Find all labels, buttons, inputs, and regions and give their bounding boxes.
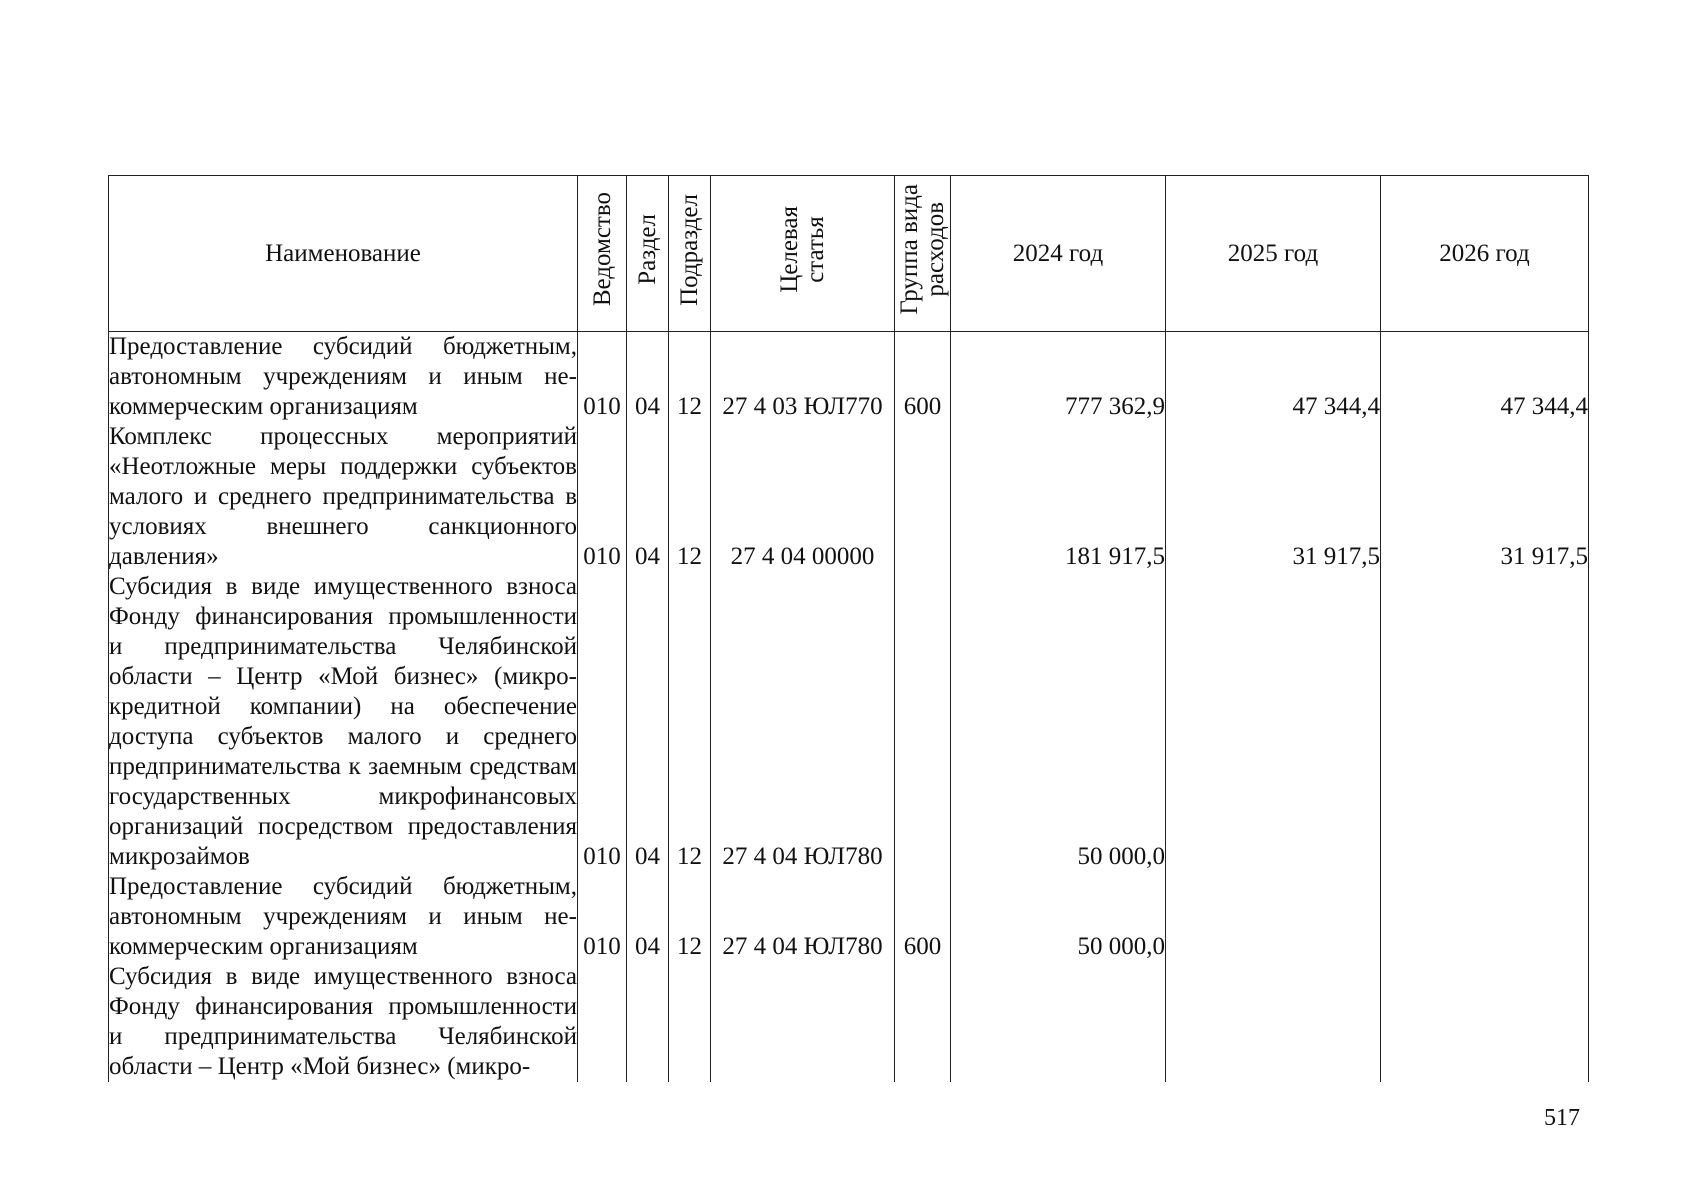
row-department: 010 xyxy=(578,572,627,872)
header-expense-group-label xyxy=(897,184,949,315)
row-section: 04 xyxy=(627,572,669,872)
row-amount-2026: 31 917,5 xyxy=(1381,422,1589,572)
header-name-label: Наименование xyxy=(265,239,421,267)
header-name xyxy=(109,176,578,332)
row-name: Субсидия в виде имущественного взноса Фонду финансирования промышленности и предпринимательства Челябинской области – Центр «Мой бизнес» (микрокредитной компании) на обеспечение доступа субъектов малого и среднего предпринимательства к заемным средствам государственных микрофинансовых организаций посредством предоставления микрозаймов xyxy=(109,573,577,870)
table-row xyxy=(109,572,1589,872)
row-expense-group: 600 xyxy=(895,332,951,423)
row-name: Предоставление субсидий бюджетным, автономным учреждениям и иным некоммерческим организациям xyxy=(109,873,577,960)
header-expense-group-line1: Группа вида xyxy=(895,184,923,315)
row-amount-2026 xyxy=(1381,962,1589,1082)
table-header xyxy=(109,176,1589,332)
row-expense-group: 600 xyxy=(895,872,951,962)
table-row xyxy=(109,422,1589,572)
header-target-article-line2: статья xyxy=(801,216,829,283)
row-subsection: 12 xyxy=(669,332,711,423)
row-amount-2024: 50 000,0 xyxy=(951,872,1166,962)
row-section: 04 xyxy=(627,332,669,423)
header-department-label: Ведомство xyxy=(588,192,616,307)
row-name: Предоставление субсидий бюджетным, автономным учреждениям и иным некоммерческим организациям xyxy=(109,333,577,420)
row-amount-2024: 181 917,5 xyxy=(951,422,1166,572)
row-section xyxy=(627,962,669,1082)
table-row xyxy=(109,332,1589,423)
row-department: 010 xyxy=(578,872,627,962)
row-department: 010 xyxy=(578,332,627,423)
row-name: Субсидия в виде имущественного взноса Фонду финансирования промышленности и предпринимательства Челябинской области – Центр «Мой бизнес» (микро- xyxy=(109,963,577,1080)
header-target-article xyxy=(711,176,895,332)
row-amount-2025 xyxy=(1166,962,1381,1082)
row-target-article: 27 4 04 ЮЛ780 xyxy=(711,872,895,962)
table-body xyxy=(109,332,1589,1083)
row-subsection: 12 xyxy=(669,422,711,572)
table-row xyxy=(109,962,1589,1082)
header-year-2025-label: 2025 год xyxy=(1227,239,1319,267)
budget-table xyxy=(108,175,1589,1082)
row-target-article xyxy=(711,962,895,1082)
header-year-2024 xyxy=(951,176,1166,332)
row-amount-2025 xyxy=(1166,572,1381,872)
row-amount-2025: 31 917,5 xyxy=(1166,422,1381,572)
row-department: 010 xyxy=(578,422,627,572)
header-section-label: Раздел xyxy=(634,214,661,285)
page-number: 517 xyxy=(1544,1105,1580,1131)
row-amount-2026 xyxy=(1381,572,1589,872)
header-row xyxy=(109,176,1589,332)
header-target-article-label xyxy=(777,206,829,293)
row-expense-group xyxy=(895,422,951,572)
row-target-article: 27 4 04 00000 xyxy=(711,422,895,572)
header-expense-group-line2: расходов xyxy=(921,202,949,297)
header-department xyxy=(578,176,627,332)
header-year-2025 xyxy=(1166,176,1381,332)
row-name: Комплекс процессных мероприятий «Неотложные меры поддержки субъектов малого и среднего предпринимательства в условиях внешнего санкционного давления» xyxy=(109,423,577,570)
header-year-2026 xyxy=(1381,176,1589,332)
table-row xyxy=(109,872,1589,962)
row-amount-2024 xyxy=(951,962,1166,1082)
row-target-article: 27 4 04 ЮЛ780 xyxy=(711,572,895,872)
row-expense-group xyxy=(895,572,951,872)
row-amount-2025 xyxy=(1166,872,1381,962)
row-department xyxy=(578,962,627,1082)
row-section: 04 xyxy=(627,872,669,962)
header-year-2024-label: 2024 год xyxy=(1012,239,1104,267)
header-subsection-label: Подраздел xyxy=(676,193,703,306)
row-amount-2024: 50 000,0 xyxy=(951,572,1166,872)
row-subsection: 12 xyxy=(669,872,711,962)
row-expense-group xyxy=(895,962,951,1082)
row-amount-2024: 777 362,9 xyxy=(951,332,1166,423)
header-subsection xyxy=(669,176,711,332)
header-section xyxy=(627,176,669,332)
row-amount-2026: 47 344,4 xyxy=(1381,332,1589,423)
header-year-2026-label: 2026 год xyxy=(1439,239,1530,267)
row-subsection: 12 xyxy=(669,572,711,872)
header-expense-group xyxy=(895,176,951,332)
row-amount-2025: 47 344,4 xyxy=(1166,332,1381,423)
row-subsection xyxy=(669,962,711,1082)
row-section: 04 xyxy=(627,422,669,572)
header-target-article-line1: Целевая xyxy=(775,206,803,293)
row-target-article: 27 4 03 ЮЛ770 xyxy=(711,332,895,423)
row-amount-2026 xyxy=(1381,872,1589,962)
